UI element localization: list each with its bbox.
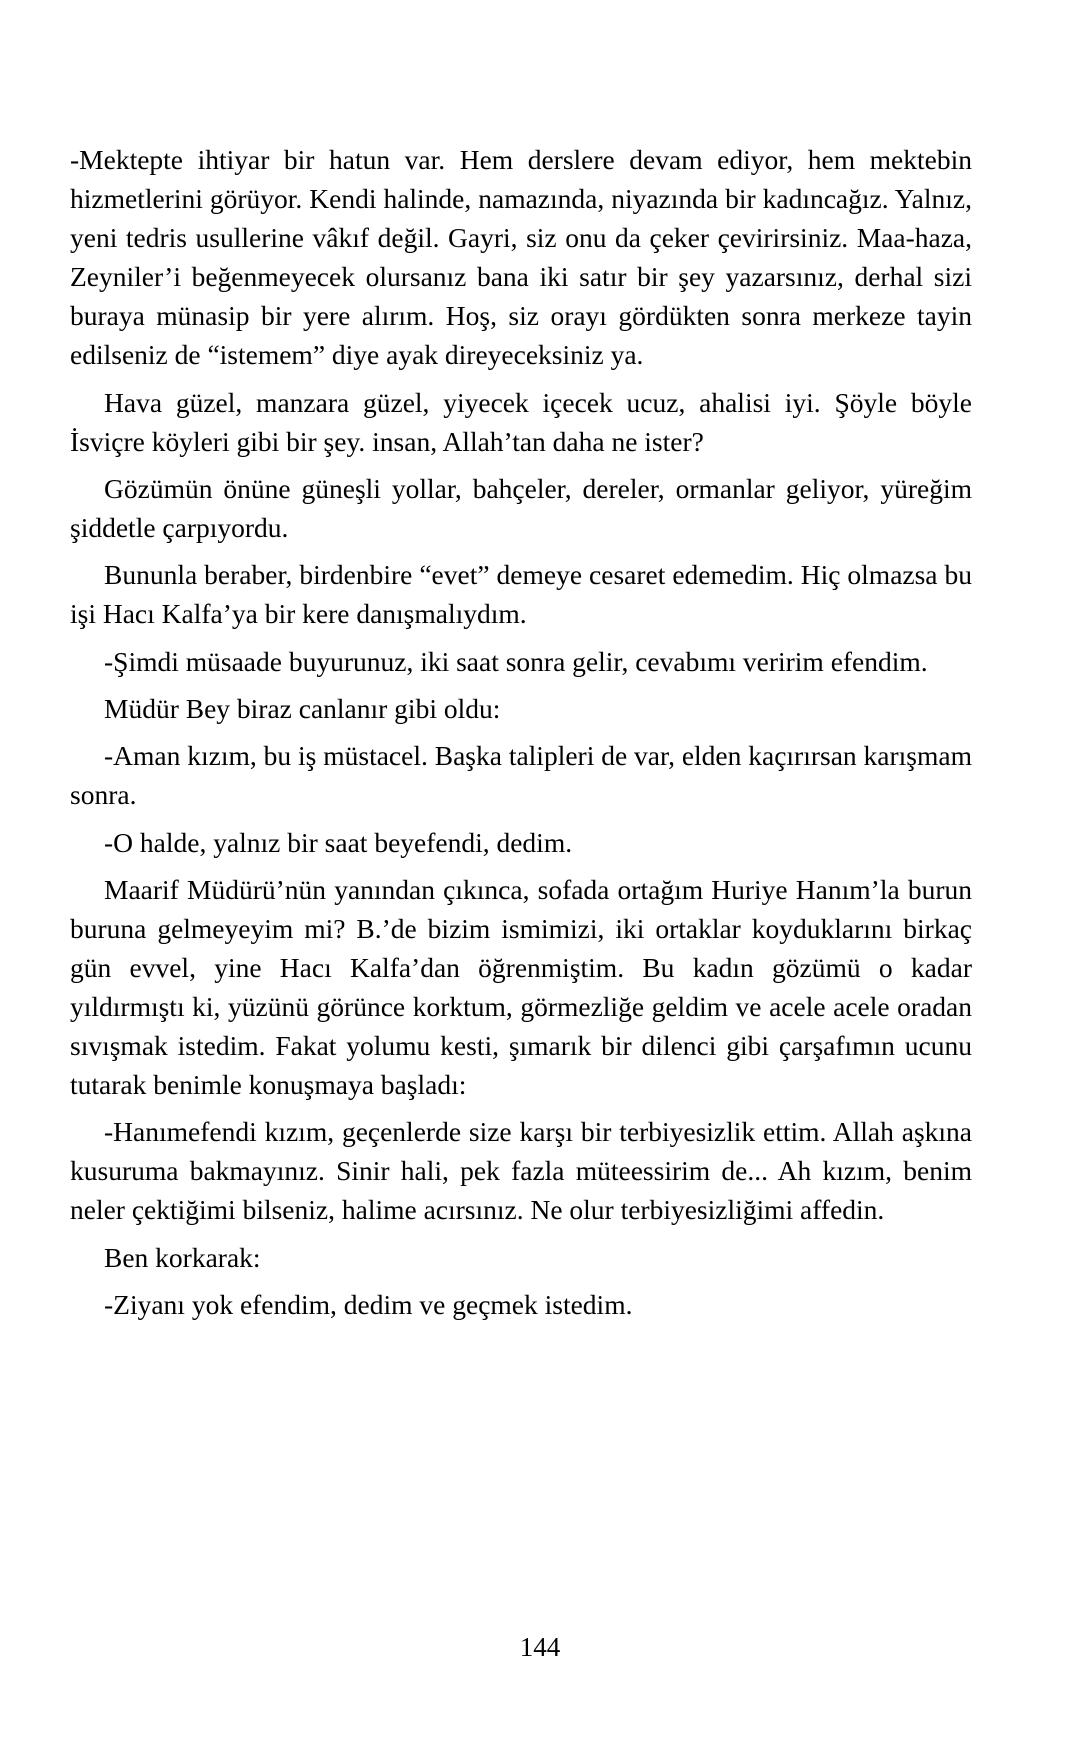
paragraph: -Şimdi müsaade buyurunuz, iki saat sonra gelir, cevabımı veririm efendim. — [104, 645, 928, 677]
page-body-text — [70, 140, 972, 1324]
paragraph: -Ziyanı yok efendim, dedim ve geçmek istedim. — [104, 1289, 633, 1321]
paragraph: -Mektepte ihtiyar bir hatun var. Hem derslere devam ediyor, hem mektebin hizmetlerini görüyor. Kendi halinde, namazında, niyazında bir kadıncağız. Yalnız, yeni tedris usullerine vâkıf değil. Gayri, siz onu da çeker çevirirsiniz. Maa-haza, Zeyniler’i beğenmeyecek olursanız bana iki satır bir şey yazarsınız, derhal sizi buraya münasip bir yere alırım. Hoş, siz orayı gördükten sonra merkeze tayin edilseniz de “istemem” diye ayak direyeceksiniz ya. — [70, 144, 972, 371]
paragraph: Ben korkarak: — [104, 1241, 261, 1273]
paragraph: -O halde, yalnız bir saat beyefendi, dedim. — [104, 826, 573, 858]
paragraph: Maarif Müdürü’nün yanından çıkınca, sofada ortağım Huriye Hanım’la burun buruna gelmeyeyim mi? B.’de bizim ismimizi, iki ortaklar koyduklarını birkaç gün evvel, yine Hacı Kalfa’dan öğrenmiştim. Bu kadın gözümü o kadar yıldırmıştı ki, yüzünü görünce korktum, görmezliğe geldim ve acele acele oradan sıvışmak istedim. Fakat yolumu kesti, şımarık bir dilenci gibi çarşafımın ucunu tutarak benimle konuşmaya başladı: — [70, 873, 972, 1101]
paragraph: Müdür Bey biraz canlanır gibi oldu: — [104, 692, 501, 724]
paragraph: -Hanımefendi kızım, geçenlerde size karşı bir terbiyesizlik ettim. Allah aşkına kusuruma bakmayınız. Sinir hali, pek fazla müteessirim de... Ah kızım, benim neler çektiğimi bilseniz, halime acırsınız. Ne olur terbiyesizliğimi affedin. — [70, 1116, 972, 1226]
paragraph: Bununla beraber, birdenbire “evet” demeye cesaret edemedim. Hiç olmazsa bu işi Hacı Kalfa’ya bir kere danışmalıydım. — [70, 559, 972, 630]
paragraph: -Aman kızım, bu iş müstacel. Başka talipleri de var, elden kaçırırsan karışmam sonra. — [70, 740, 972, 811]
paragraph: Hava güzel, manzara güzel, yiyecek içecek ucuz, ahalisi iyi. Şöyle böyle İsviçre köyleri gibi bir şey. insan, Allah’tan daha ne ister? — [70, 386, 972, 457]
paragraph: Gözümün önüne güneşli yollar, bahçeler, dereler, ormanlar geliyor, yüreğim şiddetle çarpıyordu. — [70, 472, 972, 543]
page-number: 144 — [519, 1632, 561, 1662]
